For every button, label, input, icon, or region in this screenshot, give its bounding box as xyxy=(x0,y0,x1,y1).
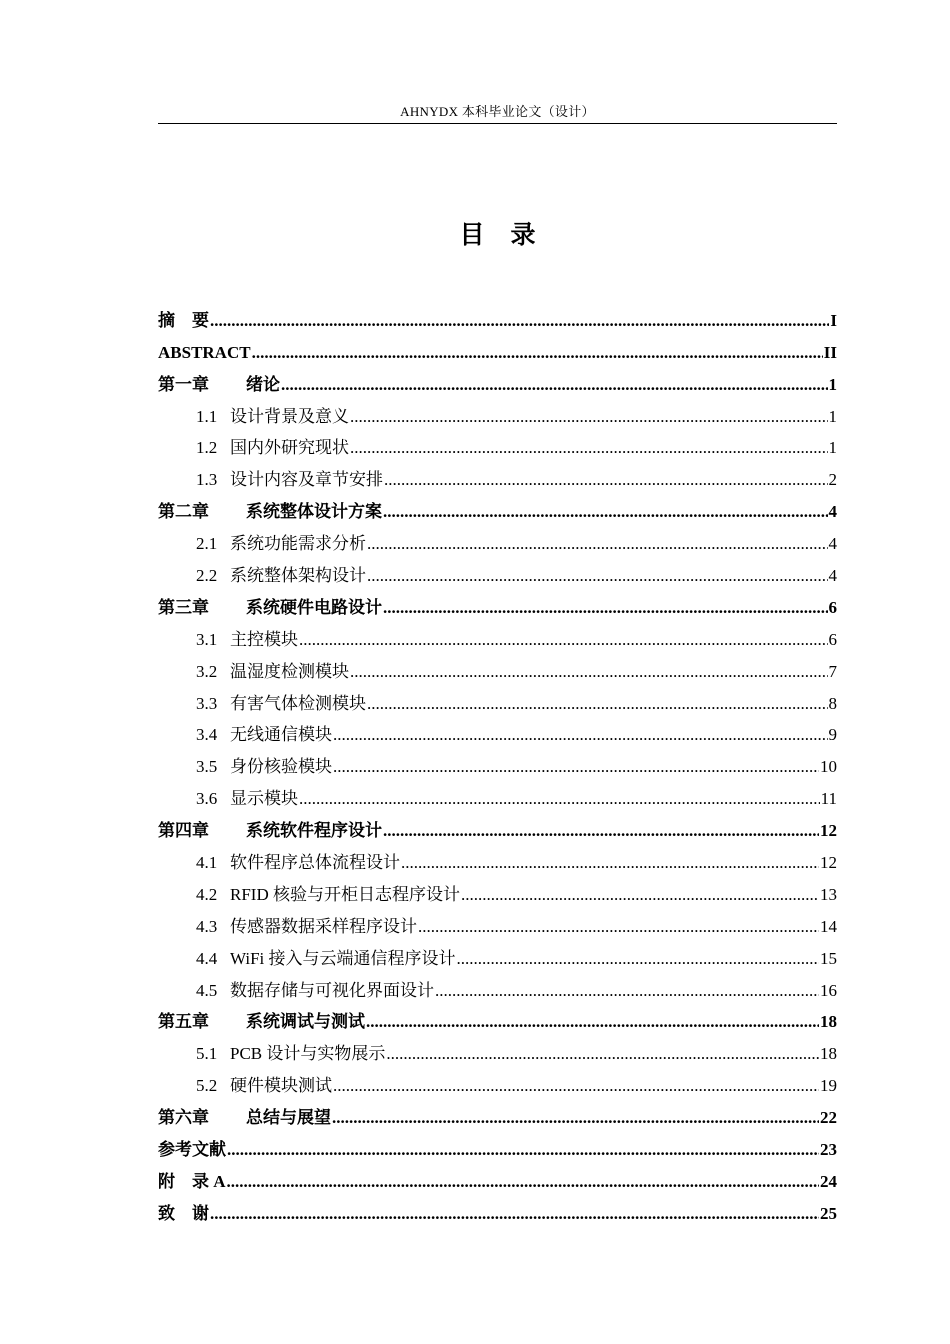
toc-chapter-entry[interactable] xyxy=(158,1099,837,1131)
toc-entry-label: 无线通信模块 xyxy=(230,725,332,745)
toc-page-number: 4 xyxy=(828,502,837,522)
toc-page-number: 10 xyxy=(820,757,837,777)
toc-entry-number: 4.2 xyxy=(196,884,218,904)
toc-page-number: 7 xyxy=(828,661,837,681)
toc-section-entry[interactable] xyxy=(158,653,837,685)
toc-entry-label: 附 录 A xyxy=(158,1171,226,1191)
toc-dot-leader xyxy=(299,630,828,650)
toc-entry-number: 3.1 xyxy=(196,629,218,649)
toc-dot-leader xyxy=(227,1140,819,1160)
toc-chapter-entry[interactable] xyxy=(158,493,837,525)
header-rule xyxy=(158,123,837,124)
toc-section-entry[interactable] xyxy=(158,940,837,972)
toc-chapter-entry[interactable] xyxy=(158,1195,837,1227)
toc-page-number: 8 xyxy=(828,693,837,713)
toc-entry-number: 4.4 xyxy=(196,948,218,968)
toc-dot-leader xyxy=(210,311,829,331)
toc-chapter-entry[interactable] xyxy=(158,366,837,398)
toc-entry-label: 系统硬件电路设计 xyxy=(246,597,382,617)
toc-dot-leader xyxy=(332,1108,819,1128)
toc-dot-leader xyxy=(350,438,828,458)
toc-section-entry[interactable] xyxy=(158,748,837,780)
toc-entry-number: 4.3 xyxy=(196,916,218,936)
toc-entry-label: 身份核验模块 xyxy=(230,757,332,777)
toc-chapter-entry[interactable] xyxy=(158,589,837,621)
toc-page-number: 12 xyxy=(820,853,837,873)
toc-dot-leader xyxy=(210,1204,819,1224)
toc-page-number: 4 xyxy=(828,534,837,554)
toc-entry-number: 1.1 xyxy=(196,406,218,426)
toc-chapter-entry[interactable] xyxy=(158,334,837,366)
toc-page-number: 1 xyxy=(828,374,837,394)
toc-section-entry[interactable] xyxy=(158,876,837,908)
toc-page-number: 1 xyxy=(828,406,837,426)
toc-chapter-entry[interactable] xyxy=(158,812,837,844)
toc-page-number: 4 xyxy=(828,566,837,586)
toc-entry-number: 第三章 xyxy=(158,597,209,617)
toc-entry-label: 主控模块 xyxy=(230,629,298,649)
toc-section-entry[interactable] xyxy=(158,1035,837,1067)
toc-chapter-entry[interactable] xyxy=(158,1004,837,1036)
toc-entry-label: 温湿度检测模块 xyxy=(230,661,349,681)
toc-section-entry[interactable] xyxy=(158,525,837,557)
toc-entry-label: 显示模块 xyxy=(230,789,298,809)
toc-dot-leader xyxy=(367,534,828,554)
toc-entry-number: 2.2 xyxy=(196,566,218,586)
toc-entry-number: 3.3 xyxy=(196,693,218,713)
toc-entry-number: 5.1 xyxy=(196,1044,218,1064)
toc-entry-number: 第一章 xyxy=(158,374,209,394)
toc-entry-label: 软件程序总体流程设计 xyxy=(230,853,400,873)
toc-entry-number: 3.4 xyxy=(196,725,218,745)
toc-dot-leader xyxy=(418,917,819,937)
toc-page-number: 12 xyxy=(820,821,837,841)
toc-page-number: 13 xyxy=(820,884,837,904)
toc-page-number: 11 xyxy=(820,789,837,809)
toc-entry-label: 绪论 xyxy=(246,374,280,394)
toc-page-number: 24 xyxy=(820,1171,837,1191)
toc-dot-leader xyxy=(252,343,823,363)
toc-dot-leader xyxy=(435,981,819,1001)
toc-entry-label: 设计内容及章节安排 xyxy=(230,470,383,490)
toc-dot-leader xyxy=(457,949,819,969)
toc-entry-number: 3.5 xyxy=(196,757,218,777)
toc-page-number: 14 xyxy=(820,916,837,936)
toc-page-number: 1 xyxy=(828,438,837,458)
toc-page-number: I xyxy=(830,310,837,330)
toc-page-number: II xyxy=(823,342,837,362)
toc-entry-label: 系统调试与测试 xyxy=(246,1012,365,1032)
toc-entry-label: RFID 核验与开柜日志程序设计 xyxy=(230,884,460,904)
toc-dot-leader xyxy=(367,694,828,714)
toc-entry-label: 国内外研究现状 xyxy=(230,438,349,458)
toc-entry-label: 硬件模块测试 xyxy=(230,1076,332,1096)
toc-section-entry[interactable] xyxy=(158,844,837,876)
toc-section-entry[interactable] xyxy=(158,430,837,462)
toc-entry-number: 第六章 xyxy=(158,1108,209,1128)
toc-entry-number: 第二章 xyxy=(158,502,209,522)
toc-page-number: 25 xyxy=(820,1203,837,1223)
toc-section-entry[interactable] xyxy=(158,1067,837,1099)
toc-page-number: 18 xyxy=(820,1044,837,1064)
toc-page-number: 9 xyxy=(828,725,837,745)
toc-dot-leader xyxy=(386,1044,819,1064)
toc-entry-label: 系统功能需求分析 xyxy=(230,534,366,554)
toc-dot-leader xyxy=(401,853,819,873)
toc-entry-label: PCB 设计与实物展示 xyxy=(230,1044,386,1064)
toc-entry-number: 4.1 xyxy=(196,853,218,873)
toc-section-entry[interactable] xyxy=(158,780,837,812)
toc-entry-number: 1.2 xyxy=(196,438,218,458)
toc-page-number: 18 xyxy=(820,1012,837,1032)
toc-dot-leader xyxy=(333,1076,819,1096)
toc-dot-leader xyxy=(299,789,820,809)
toc-chapter-entry[interactable] xyxy=(158,1131,837,1163)
toc-dot-leader xyxy=(461,885,819,905)
toc-section-entry[interactable] xyxy=(158,685,837,717)
toc-section-entry[interactable] xyxy=(158,621,837,653)
toc-entry-label: 总结与展望 xyxy=(246,1108,331,1128)
toc-entry-number: 第四章 xyxy=(158,821,209,841)
toc-section-entry[interactable] xyxy=(158,972,837,1004)
running-header: AHNYDX 本科毕业论文（设计） xyxy=(400,104,595,119)
page-title: 目录 xyxy=(459,222,562,249)
toc-entry-label: 有害气体检测模块 xyxy=(230,693,366,713)
toc-entry-label: 系统整体架构设计 xyxy=(230,566,366,586)
toc-entry-label: 致 谢 xyxy=(158,1203,209,1223)
toc-chapter-entry[interactable] xyxy=(158,302,837,334)
toc-entry-number: 第五章 xyxy=(158,1012,209,1032)
toc-dot-leader xyxy=(281,375,828,395)
toc-section-entry[interactable] xyxy=(158,398,837,430)
toc-section-entry[interactable] xyxy=(158,557,837,589)
toc-entry-label: 系统软件程序设计 xyxy=(246,821,382,841)
toc-section-entry[interactable] xyxy=(158,461,837,493)
toc-entry-label: 传感器数据采样程序设计 xyxy=(230,916,417,936)
toc-dot-leader xyxy=(333,757,819,777)
toc-chapter-entry[interactable] xyxy=(158,1163,837,1195)
toc-page-number: 2 xyxy=(828,470,837,490)
toc-entry-label: 摘 要 xyxy=(158,310,209,330)
toc-entry-number: 4.5 xyxy=(196,980,218,1000)
toc-entry-label: 数据存储与可视化界面设计 xyxy=(230,980,434,1000)
toc-page-number: 6 xyxy=(828,629,837,649)
toc-dot-leader xyxy=(367,566,828,586)
toc-section-entry[interactable] xyxy=(158,717,837,749)
toc-entry-number: 5.2 xyxy=(196,1076,218,1096)
toc-entry-label: WiFi 接入与云端通信程序设计 xyxy=(230,948,456,968)
toc-dot-leader xyxy=(350,662,828,682)
toc-page-number: 23 xyxy=(820,1140,837,1160)
table-of-contents xyxy=(158,302,837,1227)
toc-dot-leader xyxy=(383,598,828,618)
toc-dot-leader xyxy=(383,821,819,841)
toc-dot-leader xyxy=(227,1172,819,1192)
toc-page-number: 16 xyxy=(820,980,837,1000)
toc-entry-label: 参考文献 xyxy=(158,1140,226,1160)
toc-dot-leader xyxy=(333,725,828,745)
toc-entry-number: 1.3 xyxy=(196,470,218,490)
toc-entry-number: 2.1 xyxy=(196,534,218,554)
toc-dot-leader xyxy=(350,407,828,427)
toc-page-number: 6 xyxy=(828,597,837,617)
toc-entry-label: ABSTRACT xyxy=(158,342,251,362)
toc-section-entry[interactable] xyxy=(158,908,837,940)
toc-entry-label: 设计背景及意义 xyxy=(230,406,349,426)
toc-dot-leader xyxy=(383,502,828,522)
toc-page-number: 22 xyxy=(820,1108,837,1128)
toc-page-number: 15 xyxy=(820,948,837,968)
toc-page-number: 19 xyxy=(820,1076,837,1096)
toc-dot-leader xyxy=(384,470,828,490)
toc-dot-leader xyxy=(366,1012,819,1032)
toc-entry-label: 系统整体设计方案 xyxy=(246,502,382,522)
toc-entry-number: 3.2 xyxy=(196,661,218,681)
toc-entry-number: 3.6 xyxy=(196,789,218,809)
